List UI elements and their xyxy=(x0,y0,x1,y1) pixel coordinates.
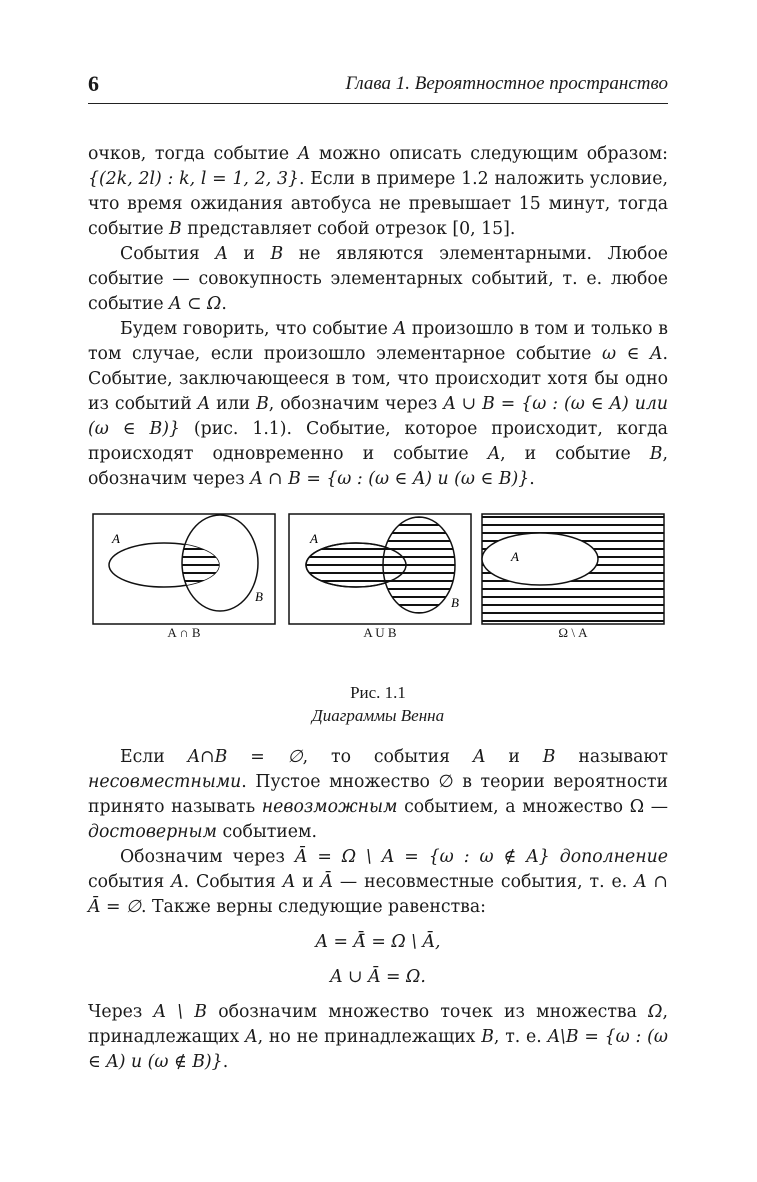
header-rule xyxy=(88,103,668,104)
set-b-label: B xyxy=(451,595,459,610)
formula-1: A = Ā̄ = Ω \ Ā, xyxy=(315,932,441,952)
paragraph-5: Обозначим через Ā = Ω \ A = {ω : ω ∉ A} дополнение события A. События A и Ā — несовместные события, т. е. A ∩ Ā = ∅. Также верны следующие равенства: xyxy=(88,847,669,917)
figure-label-complement: Ω \ A xyxy=(558,625,588,640)
complement-diagram xyxy=(482,514,664,624)
paragraph-3: Будем говорить, что событие A произошло в том и только в том случае, если произошло элементарное событие ω ∈ A. Событие, заключающееся в том, что происходит хотя бы одно из событий A или B, обозначим через A ∪ B = {ω : (ω ∈ A) или (ω ∈ B)} (рис. 1.1). Событие, которое происходит, когда происходят одновременно и событие A, и событие B, обозначим через A ∩ B = {ω : (ω ∈ A) и (ω ∈ B)}. xyxy=(88,319,668,489)
venn-diagrams xyxy=(92,513,667,648)
paragraph-1: очков, тогда событие A можно описать следующим образом: {(2k, 2l) : k, l = 1, 2, 3}. Если в примере 1.2 наложить условие, что время ожидания автобуса не превышает 15 минут, тогда событие B представляет собой отрезок [0, 15]. xyxy=(88,144,669,239)
running-title: Глава 1. Вероятностное пространство xyxy=(345,73,668,94)
body-text-top xyxy=(88,142,668,492)
body-text-bottom xyxy=(88,745,668,1075)
formula-2: A ∪ Ā = Ω. xyxy=(330,967,426,987)
figure-title: Диаграммы Венна xyxy=(311,706,445,725)
paragraph-4: Если A∩B = ∅, то события A и B называют несовместными. Пустое множество ∅ в теории вероятности принято называть невозможным событием, а множество Ω — достоверным событием. xyxy=(88,747,668,842)
union-diagram xyxy=(289,514,471,624)
intersection-diagram xyxy=(93,514,275,624)
set-a-label: A xyxy=(112,531,120,546)
paragraph-2: События A и B не являются элементарными. Любое событие — совокупность элементарных событий, т. е. любое событие A ⊂ Ω. xyxy=(88,244,669,314)
paragraph-6: Через A \ B обозначим множество точек из множества Ω, принадлежащих A, но не принадлежащих B, т. е. A\B = {ω : (ω ∈ A) и (ω ∉ B)}. xyxy=(88,1002,668,1072)
figure-label-union: A U B xyxy=(363,625,397,640)
page-number: 6 xyxy=(88,71,99,96)
set-b-label: B xyxy=(255,589,263,604)
set-a-label: A xyxy=(310,531,318,546)
figure-label-intersection: A ∩ B xyxy=(167,625,201,640)
running-header xyxy=(88,71,668,97)
figure-number: Рис. 1.1 xyxy=(350,683,406,702)
set-a-label: A xyxy=(511,549,519,564)
